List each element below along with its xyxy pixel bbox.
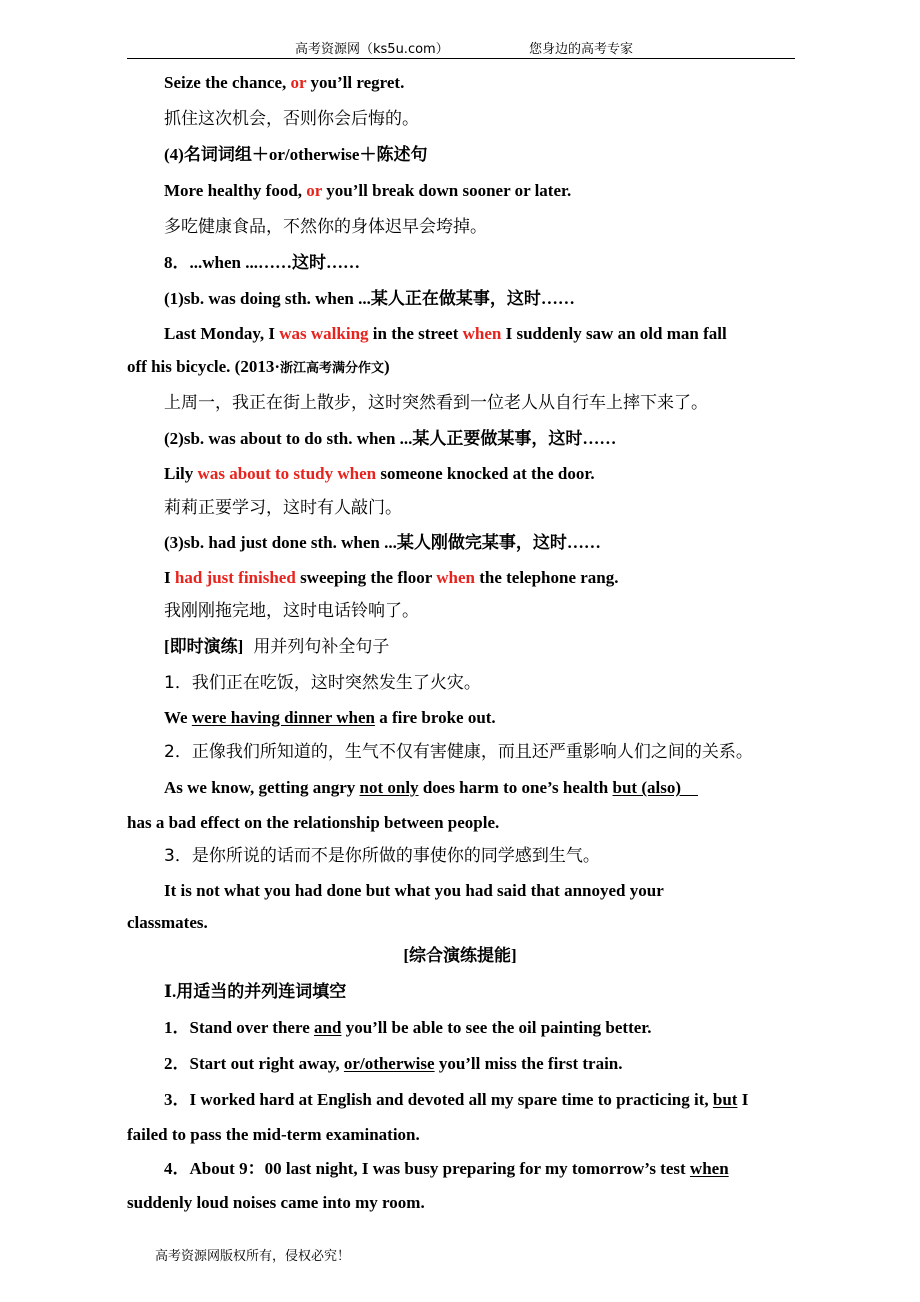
exercise-answer-cont: has a bad effect on the relationship between people.: [127, 813, 500, 832]
translation: 多吃健康食品，不然你的身体迟早会垮掉。: [164, 217, 487, 237]
translation: 莉莉正要学习，这时有人敲门。: [164, 498, 402, 518]
fill-blank-item: 1．Stand over there and you’ll be able to see the oil painting better.: [164, 1018, 652, 1037]
example-sentence: Seize the chance, or you’ll regret.: [164, 73, 405, 92]
pattern-heading: (2)sb. was about to do sth. when ...某人正要做某事，这时……: [164, 429, 617, 448]
exercise-answer-cont: classmates.: [127, 913, 208, 932]
header-slogan: 您身边的高考专家: [529, 42, 634, 57]
exercise-prompt: 1．我们正在吃饭，这时突然发生了火灾。: [164, 673, 481, 693]
example-sentence: More healthy food, or you’ll break down sooner or later.: [164, 181, 572, 200]
section-heading: 8．...when ...……这时……: [164, 253, 360, 272]
fill-blank-item: 4．About 9：00 last night, I was busy preparing for my tomorrow’s test when: [164, 1159, 729, 1178]
pattern-heading: (3)sb. had just done sth. when ...某人刚做完某事，这时……: [164, 533, 601, 552]
fill-blank-item: 3．I worked hard at English and devoted all my spare time to practicing it, but I: [164, 1090, 749, 1109]
pattern-heading: (4)名词词组＋or/otherwise＋陈述句: [164, 145, 428, 164]
page-header: [127, 34, 795, 59]
part-heading: Ⅰ.用适当的并列连词填空: [164, 982, 347, 1001]
fill-blank-item-cont: failed to pass the mid-term examination.: [127, 1125, 420, 1144]
translation: 上周一，我正在街上散步，这时突然看到一位老人从自行车上摔下来了。: [164, 393, 708, 413]
exercise-answer: As we know, getting angry not only does harm to one’s health but (also): [164, 778, 698, 797]
exercise-answer: We were having dinner when a fire broke out.: [164, 708, 496, 727]
translation: 抓住这次机会，否则你会后悔的。: [164, 109, 419, 129]
page-footer: 高考资源网版权所有，侵权必究！: [155, 1249, 351, 1264]
header-source: 高考资源网（ks5u.com）: [295, 42, 449, 57]
section-title: [综合演练提能]: [403, 946, 517, 965]
practice-heading: [即时演练] 用并列句补全句子: [164, 637, 390, 657]
example-sentence: Last Monday, I was walking in the street when I suddenly saw an old man fall: [164, 324, 727, 343]
translation: 我刚刚拖完地，这时电话铃响了。: [164, 601, 419, 621]
exercise-answer: It is not what you had done but what you had said that annoyed your: [164, 881, 664, 900]
example-sentence: Lily was about to study when someone knocked at the door.: [164, 464, 595, 483]
fill-blank-item-cont: suddenly loud noises came into my room.: [127, 1193, 425, 1212]
pattern-heading: (1)sb. was doing sth. when ...某人正在做某事，这时……: [164, 289, 575, 308]
exercise-prompt: 2．正像我们所知道的，生气不仅有害健康，而且还严重影响人们之间的关系。: [164, 742, 753, 762]
example-sentence-cont: off his bicycle. (2013·浙江高考满分作文): [127, 357, 390, 376]
fill-blank-item: 2．Start out right away, or/otherwise you’ll miss the first train.: [164, 1054, 623, 1073]
example-sentence: I had just finished sweeping the floor when the telephone rang.: [164, 568, 619, 587]
exercise-prompt: 3．是你所说的话而不是你所做的事使你的同学感到生气。: [164, 846, 600, 866]
